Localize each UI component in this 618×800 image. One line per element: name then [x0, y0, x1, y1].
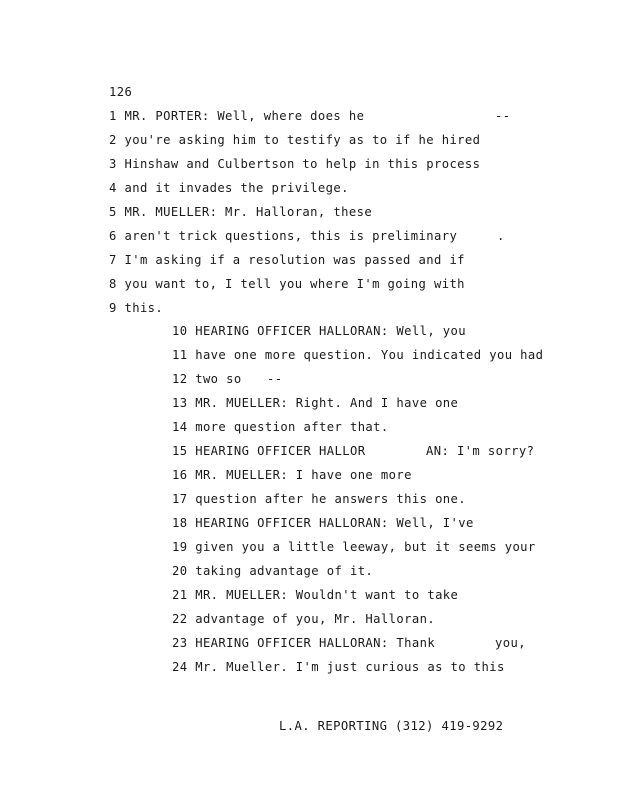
transcript-line-tail: --	[495, 109, 511, 123]
transcript-line: 1 MR. PORTER: Well, where does he	[109, 109, 365, 123]
transcript-line: 10 HEARING OFFICER HALLORAN: Well, you	[172, 324, 467, 338]
transcript-line: 17 question after he answers this one.	[172, 492, 467, 506]
transcript-line: 6 aren't trick questions, this is preliminary	[109, 229, 458, 243]
transcript-line: 13 MR. MUELLER: Right. And I have one	[172, 396, 459, 410]
transcript-line: 19 given you a little leeway, but it seems your	[172, 540, 536, 554]
reporter-footer: L.A. REPORTING (312) 419-9292	[279, 719, 504, 733]
transcript-line: 15 HEARING OFFICER HALLOR	[172, 444, 366, 458]
transcript-line: 7 I'm asking if a resolution was passed and if	[109, 253, 465, 267]
transcript-line: 3 Hinshaw and Culbertson to help in this process	[109, 157, 481, 171]
transcript-line-tail: AN: I'm sorry?	[426, 444, 535, 458]
transcript-line: 4 and it invades the privilege.	[109, 181, 349, 195]
transcript-line: 9 this.	[109, 301, 164, 315]
transcript-line: 23 HEARING OFFICER HALLORAN: Thank	[172, 636, 436, 650]
transcript-line: 20 taking advantage of it.	[172, 564, 374, 578]
transcript-line: 5 MR. MUELLER: Mr. Halloran, these	[109, 205, 373, 219]
transcript-line: 8 you want to, I tell you where I'm going with	[109, 277, 465, 291]
transcript-line: 2 you're asking him to testify as to if he hired	[109, 133, 481, 147]
transcript-line: 14 more question after that.	[172, 420, 389, 434]
transcript-line: 16 MR. MUELLER: I have one more	[172, 468, 412, 482]
transcript-line-tail: you,	[495, 636, 526, 650]
transcript-line-tail: --	[267, 372, 283, 386]
transcript-line: 22 advantage of you, Mr. Halloran.	[172, 612, 436, 626]
transcript-line: 21 MR. MUELLER: Wouldn't want to take	[172, 588, 459, 602]
transcript-line-tail: .	[497, 229, 505, 243]
transcript-line: 12 two so	[172, 372, 242, 386]
transcript-line: 24 Mr. Mueller. I'm just curious as to this	[172, 660, 505, 674]
transcript-line: 18 HEARING OFFICER HALLORAN: Well, I've	[172, 516, 474, 530]
transcript-line: 11 have one more question. You indicated you had	[172, 348, 544, 362]
page-number: 126	[109, 85, 133, 99]
